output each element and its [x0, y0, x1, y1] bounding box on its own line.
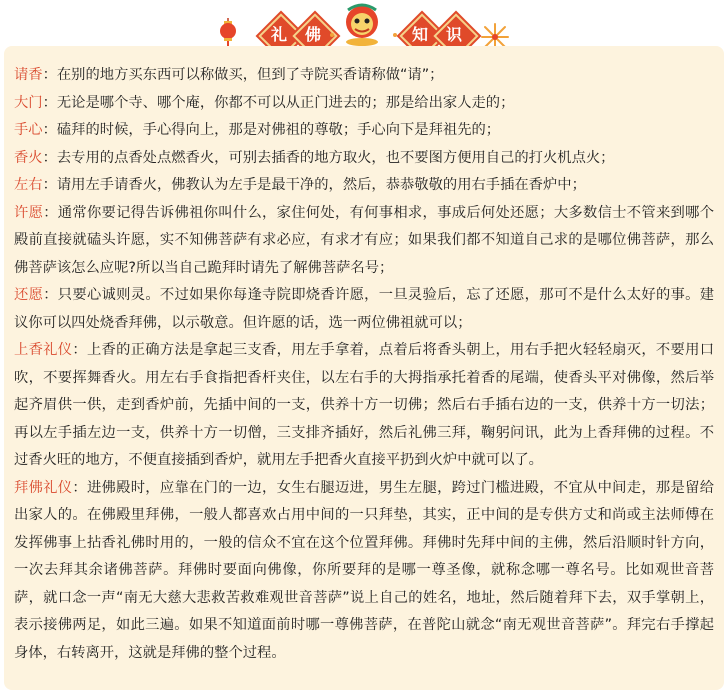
- paragraph-text: 只要心诚则灵。不过如果你每逢寺院即烧香许愿，一旦灵验后，忘了还愿，那可不是什么太好的事。建议你可以四处烧香拜佛，以示敬意。但许愿的话，选一两位佛祖就可以；: [14, 287, 715, 331]
- paragraph-text: 通常你要记得告诉佛祖你叫什么，家住何处，有何事相求，事成后何处还愿；大多数信士不管来到哪个殿前直接就磕头许愿，实不知佛菩萨有求必应，有求才有应；如果我们都不知道自己求的是哪位佛菩萨，那么佛菩萨该怎么应呢?所以当自己跪拜时请先了解佛菩萨名号；: [14, 204, 715, 276]
- keyword: 请香: [14, 67, 43, 83]
- paragraph-text: 去专用的点香处点燃香火，可别去插香的地方取火，也不要图方便用自己的打火机点火；: [56, 149, 615, 166]
- decor-dot: [393, 33, 397, 37]
- keyword: 手心: [14, 122, 43, 138]
- paragraph-xuyuan: 许愿：通常你要记得告诉佛祖你叫什么，家住何处，有何事相求，事成后何处还愿；大多数信士不管来到哪个殿前直接就磕头许愿，实不知佛菩萨有求必应，有求才有应；如果我们都不知道自己求的是哪位佛菩萨，那么佛菩萨该怎么应呢?所以当自己跪拜时请先了解佛菩萨名号；: [14, 204, 715, 276]
- paragraph-damen: 大门：无论是哪个寺、哪个庵，你都不可以从正门进去的；那是给出家人走的；: [14, 94, 515, 111]
- title-char: 佛: [304, 25, 321, 44]
- keyword: 左右: [14, 177, 43, 193]
- keyword: 拜佛礼仪: [14, 479, 73, 496]
- paragraph-text: 上香的正确方法是拿起三支香，用左手拿着，点着后将香头朝上，用右手把火轻轻扇灭，不要用口吹，不要挥舞香火。用左右手食指把香杆夹住，以左右手的大拇指承托着香的尾端，使香头平对佛像，然后举起齐眉供一供，走到香炉前，先插中间的一支，供养十方一切佛；然后右手插右边的一支，供养十方一切法；再以左手插左边一支，供养十方一切僧，三支排齐插好，然后礼佛三拜，鞠躬问讯，此为上香拜佛的过程。不过香火旺的地方，不便直接插到香炉，就用左手把香火直接平扔到火炉中就可以了。: [14, 342, 715, 468]
- decor-dot: [330, 33, 334, 37]
- title-banner: [0, 0, 728, 46]
- paragraph-shouxin: 手心：磕拜的时候，手心得向上，那是对佛祖的尊敬；手心向下是拜祖先的；: [14, 122, 501, 138]
- title-char: 识: [445, 25, 462, 44]
- paragraph-text: 磕拜的时候，手心得向上，那是对佛祖的尊敬；手心向下是拜祖先的；: [56, 122, 501, 138]
- paragraph-zuoyou: 左右：请用左手请香火，佛教认为左手是最干净的，然后，恭恭敬敬的用右手插在香炉中；: [14, 177, 586, 193]
- lantern-icon: [218, 18, 238, 46]
- paragraph-baifo: 拜佛礼仪：进佛殿时，应靠在门的一边，女生右腿迈进，男生左腿，跨过门槛进殿，不宜从中间走，那是留给出家人的。在佛殿里拜佛，一般人都喜欢占用中间的一只拜垫，其实，正中间的是专供方丈和尚或主法师傅在发挥佛事上拈香礼佛时用的，一般的信众不宜在这个位置拜佛。拜佛时先拜中间的主佛，然后沿顺时针方向，一次去拜其余诸佛菩萨。拜佛时要面向佛像，你所要拜的是哪一尊圣像，就称念哪一尊名号。比如观世音菩萨，就口念一声“南无大慈大悲救苦救难观世音菩萨”说上自己的姓名，地址，然后随着拜下去，双手掌朝上，表示接佛两足，如此三遍。如果不知道面前时哪一尊佛菩萨，在普陀山就念“南无观世音菩萨”。拜完右手撑起身体，右转离开，这就是拜佛的整个过程。: [14, 479, 715, 661]
- lion-dance-icon: [336, 2, 388, 46]
- title-char: 知: [411, 25, 428, 44]
- article-body: [14, 62, 714, 667]
- keyword: 大门: [14, 94, 43, 111]
- keyword: 许愿: [14, 204, 44, 221]
- paragraph-huanyuan: 还愿：只要心诚则灵。不过如果你每逢寺院即烧香许愿，一旦灵验后，忘了还愿，那可不是什么太好的事。建议你可以四处烧香拜佛，以示敬意。但许愿的话，选一两位佛祖就可以；: [14, 287, 715, 331]
- keyword: 上香礼仪: [14, 342, 73, 358]
- paragraph-text: 请用左手请香火，佛教认为左手是最干净的，然后，恭恭敬敬的用右手插在香炉中；: [56, 177, 586, 193]
- paragraph-xianghuo: 香火：去专用的点香处点燃香火，可别去插香的地方取火，也不要图方便用自己的打火机点火；: [14, 149, 615, 166]
- keyword: 还愿: [14, 287, 44, 303]
- keyword: 香火: [14, 149, 43, 166]
- paragraph-text: 无论是哪个寺、哪个庵，你都不可以从正门进去的；那是给出家人走的；: [56, 94, 515, 111]
- paragraph-qingxiang: 请香：在别的地方买东西可以称做买，但到了寺院买香请称做“请”；: [14, 67, 444, 83]
- paragraph-text: 在别的地方买东西可以称做买，但到了寺院买香请称做“请”；: [56, 67, 444, 83]
- title-char: 礼: [270, 25, 287, 44]
- paragraph-text: 进佛殿时，应靠在门的一边，女生右腿迈进，男生左腿，跨过门槛进殿，不宜从中间走，那是留给出家人的。在佛殿里拜佛，一般人都喜欢占用中间的一只拜垫，其实，正中间的是专供方丈和尚或主法师傅在发挥佛事上拈香礼佛时用的，一般的信众不宜在这个位置拜佛。拜佛时先拜中间的主佛，然后沿顺时针方向，一次去拜其余诸佛菩萨。拜佛时要面向佛像，你所要拜的是哪一尊圣像，就称念哪一尊名号。比如观世音菩萨，就口念一声“南无大慈大悲救苦救难观世音菩萨”说上自己的姓名，地址，然后随着拜下去，双手掌朝上，表示接佛两足，如此三遍。如果不知道面前时哪一尊佛菩萨，在普陀山就念“南无观世音菩萨”。拜完右手撑起身体，右转离开，这就是拜佛的整个过程。: [14, 479, 715, 661]
- paragraph-shangxiang: 上香礼仪：上香的正确方法是拿起三支香，用左手拿着，点着后将香头朝上，用右手把火轻轻扇灭，不要用口吹，不要挥舞香火。用左右手食指把香杆夹住，以左右手的大拇指承托着香的尾端，使香头平对佛像，然后举起齐眉供一供，走到香炉前，先插中间的一支，供养十方一切佛；然后右手插右边的一支，供养十方一切法；再以左手插左边一支，供养十方一切僧，三支排齐插好，然后礼佛三拜，鞠躬问讯，此为上香拜佛的过程。不过香火旺的地方，不便直接插到香炉，就用左手把香火直接平扔到火炉中就可以了。: [14, 342, 715, 468]
